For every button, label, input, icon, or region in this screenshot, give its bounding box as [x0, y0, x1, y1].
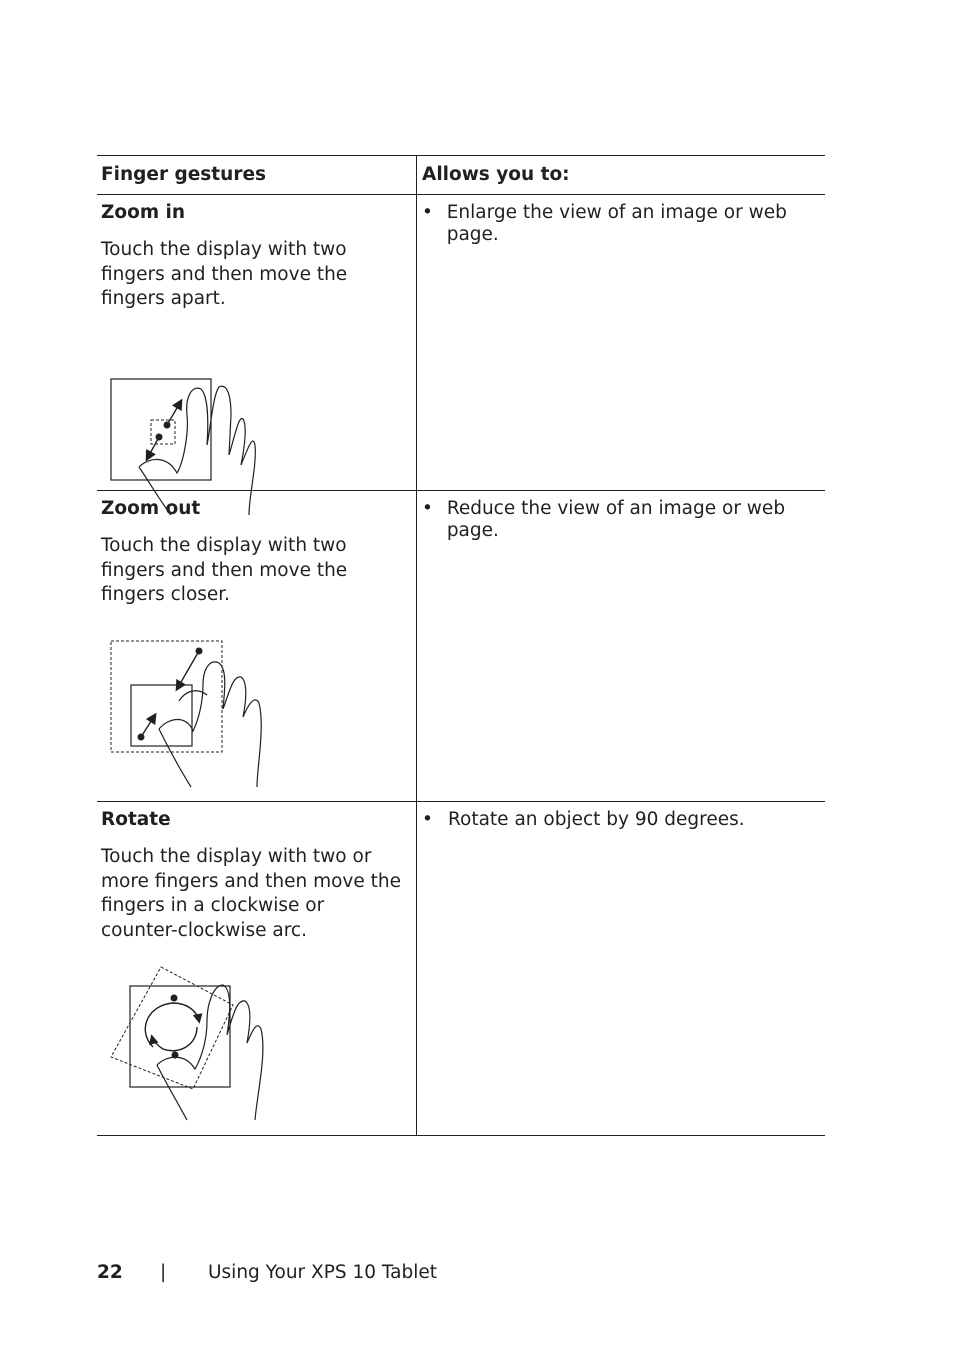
gesture-title: Rotate [101, 809, 171, 830]
gesture-title: Zoom in [101, 202, 186, 223]
zoom-out-gesture-illustration [107, 637, 277, 797]
benefit-cell [417, 491, 825, 801]
header-allows-you-to: Allows you to: [422, 164, 570, 185]
bullet-item [422, 202, 825, 246]
gesture-cell [97, 491, 417, 801]
table-row-zoom-out [97, 491, 825, 802]
benefit-cell [417, 195, 825, 490]
page-number: 22 [97, 1262, 123, 1283]
bullet-text: Enlarge the view of an image or web page. [446, 202, 787, 245]
gesture-cell [97, 802, 417, 1135]
table-row-rotate [97, 802, 825, 1136]
header-finger-gestures: Finger gestures [101, 164, 267, 185]
bullet-item [422, 498, 825, 542]
table-row-zoom-in [97, 195, 825, 491]
bullet-glyph: • [422, 498, 433, 519]
gesture-description: Touch the display with two fingers and then move the fingers apart. [101, 239, 348, 309]
gesture-title: Zoom out [101, 498, 201, 519]
bullet-item [422, 809, 825, 831]
finger-gestures-table [97, 155, 825, 1136]
bullet-text: Reduce the view of an image or web page. [446, 498, 786, 541]
bullet-glyph: • [422, 809, 433, 830]
gesture-description: Touch the display with two or more fingers and then move the fingers in a clockwise or counter-clockwise arc. [101, 846, 401, 941]
benefit-cell [417, 802, 825, 1135]
table-header-row [97, 156, 825, 195]
footer-separator: | [160, 1262, 167, 1283]
bullet-glyph: • [422, 202, 433, 223]
header-cell-allows [417, 156, 825, 194]
footer-title: Using Your XPS 10 Tablet [208, 1262, 438, 1283]
header-cell-gestures [97, 156, 417, 194]
gesture-cell [97, 195, 417, 490]
rotate-gesture-illustration [107, 965, 287, 1125]
gesture-description: Touch the display with two fingers and then move the fingers closer. [101, 535, 348, 605]
bullet-text: Rotate an object by 90 degrees. [448, 809, 745, 830]
